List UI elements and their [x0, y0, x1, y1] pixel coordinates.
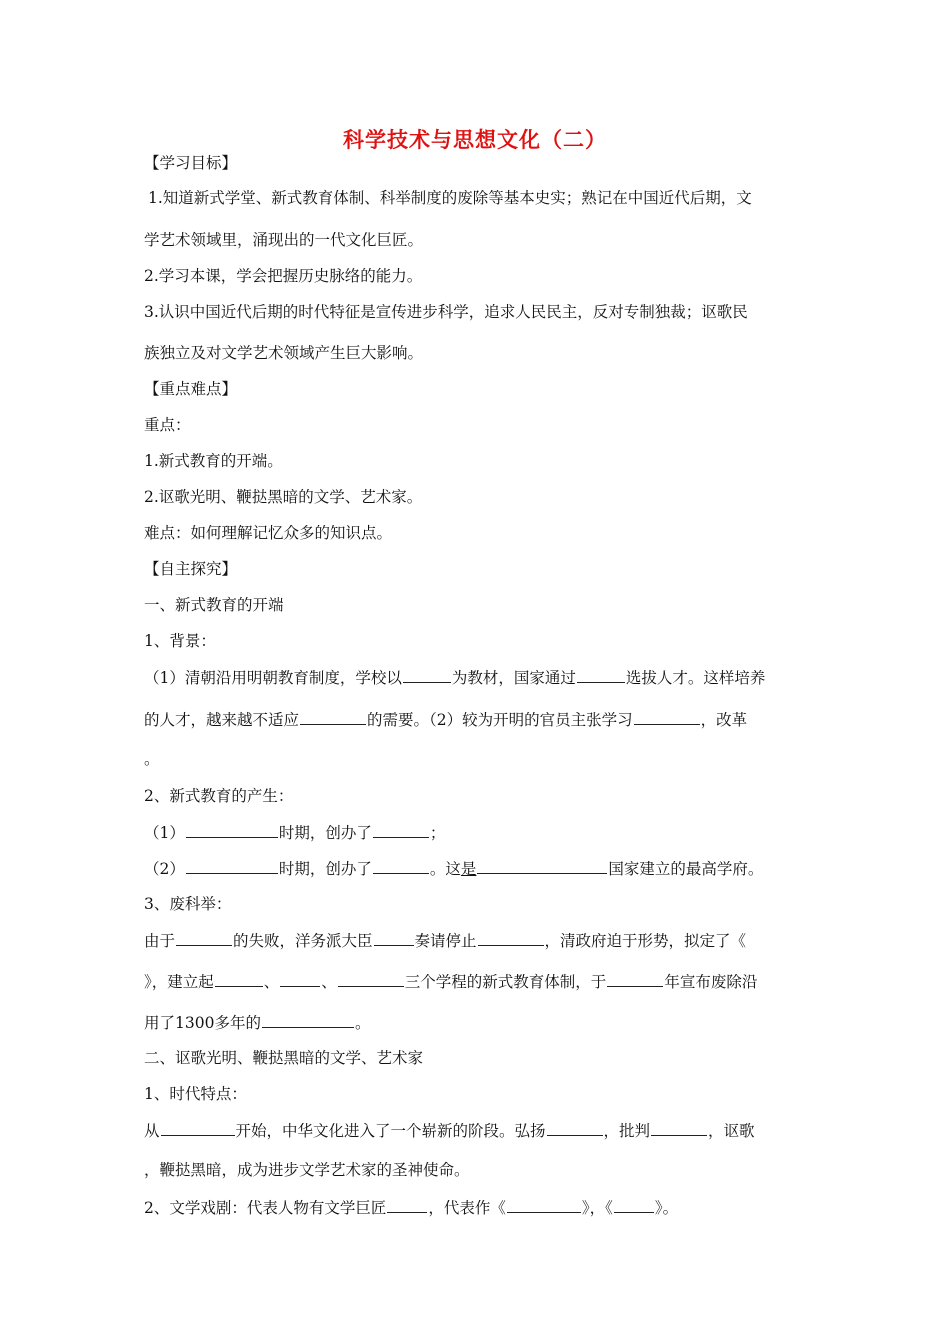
drama-text-4: 》。 [654, 1199, 679, 1217]
blank-field[interactable] [280, 971, 320, 987]
blank-field[interactable] [161, 1120, 235, 1136]
part-1-title: 一、新式教育的开端 [144, 596, 284, 614]
drama-text-2: ，代表作《 [428, 1199, 506, 1217]
blank-field[interactable] [614, 1197, 654, 1213]
blank-field[interactable] [387, 1197, 427, 1213]
era-text-4: ，讴歌 [708, 1122, 755, 1140]
background-text-6: ，改革 [700, 711, 748, 729]
birth-2-label: （2） [144, 860, 185, 878]
background-text-4: 的人才，越来越不适应 [144, 711, 300, 729]
blank-field[interactable] [262, 1012, 354, 1028]
abolish-text-4: ，清政府迫于形势，拟定了《 [544, 932, 747, 950]
birth-title: 2、新式教育的产生： [144, 787, 294, 805]
blank-field[interactable] [176, 930, 232, 946]
goal-1-line-a [148, 188, 806, 208]
birth-2-text-c: 是 [460, 860, 477, 878]
blank-field[interactable] [373, 858, 429, 874]
abolish-text-5: 》，建立起 [144, 973, 214, 991]
abolish-text-9: 。 [354, 1014, 371, 1032]
birth-2-text: 时期，创办了 [278, 860, 372, 878]
birth-1-text: 时期，创办了 [278, 824, 372, 842]
part-2-title: 二、讴歌光明、鞭挞黑暗的文学、艺术家 [144, 1049, 424, 1067]
goal-3-line-a: 3.认识中国近代后期的时代特征是宣传进步科学，追求人民民主，反对专制独裁；讴歌民 [144, 303, 748, 321]
blank-field[interactable] [403, 667, 451, 683]
goal-1-line-b: 学艺术领域里，涌现出的一代文化巨匠。 [144, 231, 424, 249]
key-label: 重点： [144, 416, 191, 434]
abolish-line-a [144, 930, 746, 951]
era-line-b: ，鞭挞黑暗，成为进步文学艺术家的圣神使命。 [144, 1161, 470, 1179]
background-text-5: 的需要。（2）较为开明的官员主张学习 [367, 711, 633, 729]
abolish-sep-2: 、 [321, 973, 337, 991]
blank-field[interactable] [634, 709, 700, 725]
era-text-2: 开始，中华文化进入了一个崭新的阶段。弘扬 [235, 1122, 546, 1140]
blank-field[interactable] [215, 971, 263, 987]
birth-2-text-b: 。这 [429, 860, 461, 878]
blank-field[interactable] [373, 822, 429, 838]
era-title: 1、时代特点： [144, 1085, 247, 1103]
blank-field[interactable] [186, 822, 278, 838]
goal-3-line-b: 族独立及对文学艺术领域产生巨大影响。 [144, 344, 424, 362]
blank-field[interactable] [338, 971, 404, 987]
drama-text-3: 》，《 [581, 1199, 613, 1217]
background-text-3: 选拔人才。这样培养 [625, 669, 766, 687]
blank-field[interactable] [507, 1197, 581, 1213]
abolish-text-7: 年宣布废除沿 [664, 973, 758, 991]
background-line-a [144, 667, 765, 688]
birth-1-label: （1） [144, 824, 185, 842]
era-text-3: ，批判 [603, 1122, 651, 1140]
difficulty-point: 难点：如何理解记忆众多的知识点。 [144, 524, 393, 542]
background-line-b [144, 709, 747, 730]
abolish-text-8: 用了1300多年的 [144, 1014, 261, 1032]
background-text-1: （1）清朝沿用明朝教育制度，学校以 [144, 669, 402, 687]
birth-line-1 [144, 822, 445, 843]
key-point-2: 2.讴歌光明、鞭挞黑暗的文学、艺术家。 [144, 488, 423, 506]
blank-field[interactable] [478, 930, 544, 946]
abolish-text-1: 由于 [144, 932, 176, 950]
blank-field[interactable] [186, 858, 278, 874]
birth-line-2 [144, 858, 763, 879]
blank-field[interactable] [547, 1120, 603, 1136]
abolish-sep-1: 、 [263, 973, 280, 991]
birth-2-text-d: 国家建立的最高学府。 [608, 860, 764, 878]
goals-header: 【学习目标】 [144, 154, 238, 172]
era-text-1: 从 [144, 1122, 160, 1140]
background-text-2: 为教材，国家通过 [451, 669, 576, 687]
blank-field[interactable] [374, 930, 414, 946]
background-title: 1、背景： [144, 632, 216, 650]
birth-1-end: ； [429, 824, 446, 842]
key-header: 【重点难点】 [144, 380, 238, 398]
blank-field[interactable] [577, 667, 625, 683]
drama-text-1: 2、文学戏剧：代表人物有文学巨匠 [144, 1199, 387, 1217]
abolish-text-2: 的失败，洋务派大臣 [233, 932, 373, 950]
goal-2: 2.学习本课，学会把握历史脉络的能力。 [144, 267, 423, 285]
abolish-text-6: 三个学程的新式教育体制，于 [404, 973, 607, 991]
goal-1-text: 1.知道新式学堂、新式教育体制、科举制度的废除等基本史实；熟记在中国近代后期，文 [148, 189, 752, 207]
blank-field[interactable] [300, 709, 366, 725]
explore-header: 【自主探究】 [144, 560, 238, 578]
drama-line [144, 1197, 678, 1218]
blank-field[interactable] [477, 858, 607, 874]
abolish-title: 3、废科举： [144, 895, 232, 913]
abolish-text-3: 奏请停止 [414, 932, 477, 950]
background-line-c: 。 [144, 750, 160, 768]
page-title: 科学技术与思想文化（二） [343, 128, 607, 152]
abolish-line-c [144, 1012, 370, 1033]
key-point-1: 1.新式教育的开端。 [144, 452, 283, 470]
abolish-line-b [144, 971, 757, 992]
blank-field[interactable] [607, 971, 663, 987]
blank-field[interactable] [651, 1120, 707, 1136]
era-line-a [144, 1120, 755, 1141]
